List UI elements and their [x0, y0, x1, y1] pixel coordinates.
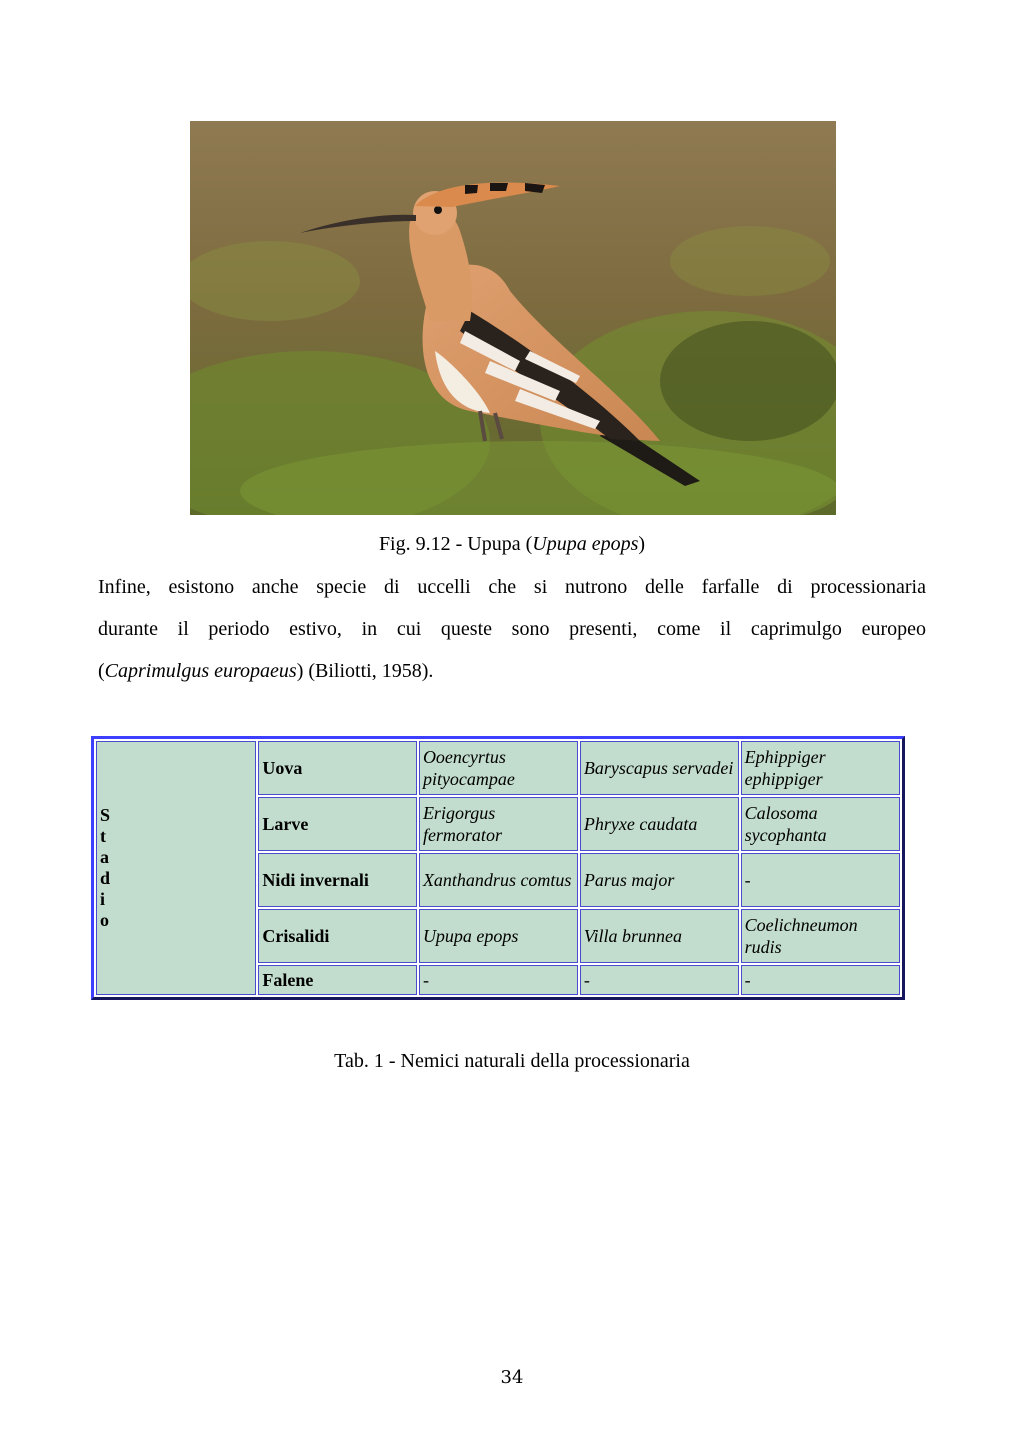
species-cell: Coelichneumon rudis	[741, 909, 900, 963]
stage-cell: Uova	[258, 741, 417, 795]
stadio-row-header: S t a d i o	[96, 741, 256, 995]
species-cell: Parus major	[580, 853, 739, 907]
stage-cell: Falene	[258, 965, 417, 995]
natural-enemies-table-wrapper	[91, 736, 905, 998]
paragraph-line: Infine, esistono anche specie di uccelli che si nutrono delle farfalle di processionaria	[98, 576, 926, 598]
species-cell: Ooencyrtus pityocampae	[419, 741, 578, 795]
stage-cell: Larve	[258, 797, 417, 851]
species-cell: -	[419, 965, 578, 995]
hoopoe-photo	[190, 121, 836, 515]
species-cell: -	[741, 853, 900, 907]
paragraph-line: durante il periodo estivo, in cui queste sono presenti, come il caprimulgo europeo	[98, 618, 926, 640]
body-paragraph	[98, 566, 926, 692]
paragraph-line: (Caprimulgus europaeus) (Biliotti, 1958).	[98, 660, 434, 682]
species-cell: Calosoma sycophanta	[741, 797, 900, 851]
species-cell: Baryscapus servadei	[580, 741, 739, 795]
table-caption: Tab. 1 - Nemici naturali della processionaria	[334, 1050, 690, 1072]
species-cell: -	[580, 965, 739, 995]
natural-enemies-table	[91, 736, 905, 1000]
stage-cell: Nidi invernali	[258, 853, 417, 907]
table-row	[96, 741, 900, 795]
species-cell: Ephippiger ephippiger	[741, 741, 900, 795]
species-cell: Xanthandrus comtus	[419, 853, 578, 907]
page-number: 34	[500, 1367, 524, 1388]
species-cell: Villa brunnea	[580, 909, 739, 963]
species-cell: Erigorgus fermorator	[419, 797, 578, 851]
stage-cell: Crisalidi	[258, 909, 417, 963]
species-cell: Upupa epops	[419, 909, 578, 963]
figure-caption: Fig. 9.12 - Upupa (Upupa epops)	[378, 533, 646, 555]
species-cell: -	[741, 965, 900, 995]
species-cell: Phryxe caudata	[580, 797, 739, 851]
